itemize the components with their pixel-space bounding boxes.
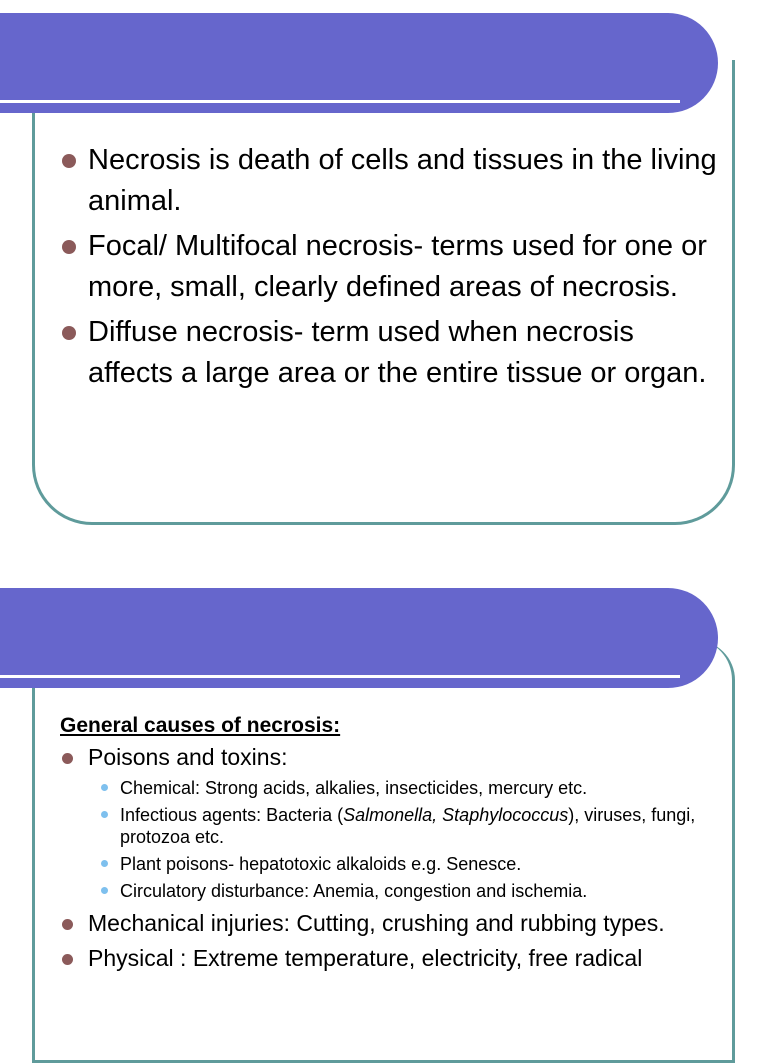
list-item (60, 945, 710, 972)
bullet-text: Poisons and toxins: (88, 744, 288, 770)
bullet-icon (62, 919, 73, 930)
sub-text: Infectious agents: Bacteria ( (120, 805, 344, 825)
slide-2-banner-line (0, 675, 680, 678)
list-item (60, 910, 710, 937)
sub-bullet-icon (101, 860, 108, 867)
bullet-icon (62, 753, 73, 764)
bullet-text: Necrosis is death of cells and tissues in the living animal. (88, 144, 717, 217)
bullet-text: Diffuse necrosis- term used when necrosis affects a large area or the entire tissue or organ. (88, 316, 707, 389)
sub-item (88, 880, 710, 902)
slide-2-title-banner (0, 588, 718, 688)
sub-bullet-icon (101, 811, 108, 818)
sub-item (88, 853, 710, 875)
cause-list (60, 744, 710, 972)
sub-text: Plant poisons- hepatotoxic alkaloids e.g. Senesce. (120, 854, 522, 874)
sub-item (88, 777, 710, 799)
bullet-icon (62, 954, 73, 965)
sub-bullet-icon (101, 887, 108, 894)
sub-item (88, 804, 710, 848)
sub-list (88, 777, 710, 902)
sub-text: ), viruses, fungi, protozoa etc. (120, 805, 696, 847)
sub-text: Circulatory disturbance: Anemia, congestion and ischemia. (120, 881, 588, 901)
bullet-text: Mechanical injuries: Cutting, crushing and rubbing types. (88, 910, 665, 936)
sub-bullet-icon (101, 784, 108, 791)
slide-2-content (60, 714, 710, 980)
sub-text-italic: Salmonella, Staphylococcus (343, 805, 569, 825)
list-item (60, 744, 710, 902)
bullet-text: Physical : Extreme temperature, electricity, free radical (88, 945, 643, 971)
sub-text: Chemical: Strong acids, alkalies, insecticides, mercury etc. (120, 778, 588, 798)
section-heading: General causes of necrosis: (60, 714, 341, 737)
bullet-text: Focal/ Multifocal necrosis- terms used for one or more, small, clearly defined areas of necrosis. (88, 230, 707, 303)
